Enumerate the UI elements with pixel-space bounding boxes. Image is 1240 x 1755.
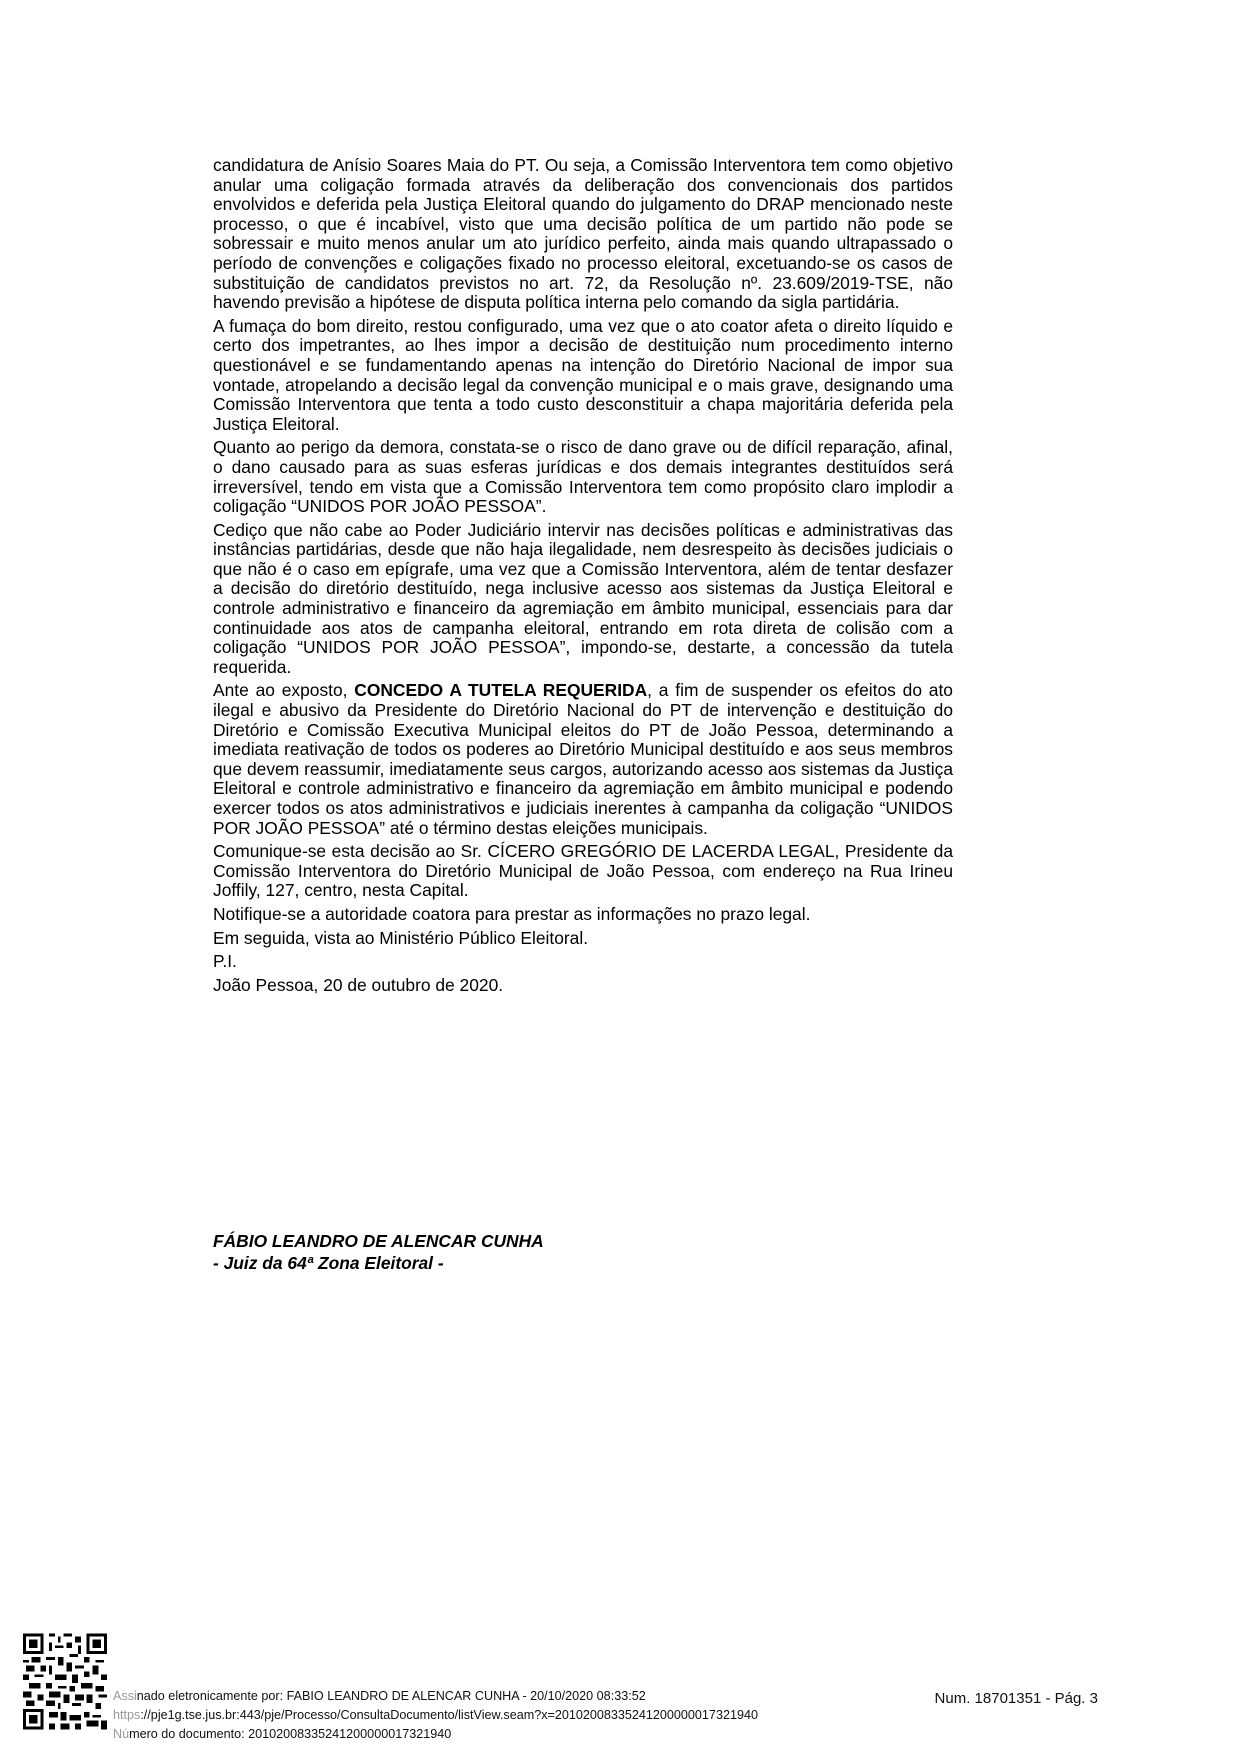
document-number-line: Número do documento: 20102008335241200000017321940 xyxy=(113,1727,452,1741)
signature-footer xyxy=(113,1687,758,1744)
judge-title: - Juiz da 64ª Zona Eleitoral - xyxy=(213,1253,444,1273)
paragraph-coalition: candidatura de Anísio Soares Maia do PT. Ou seja, a Comissão Interventora tem como objetivo anular uma coligação formada através da deliberação dos convencionais dos partidos envolvidos e deferida pela Justiça Eleitoral quando do julgamento do DRAP mencionado neste processo, o que é incabível, visto que uma decisão política de um partido não pode se sobressair e muito menos anular um ato jurídico perfeito, ainda mais quando ultrapassado o período de convenções e coligações fixado no processo eleitoral, excetuando-se os casos de substituição de candidatos previstos no art. 72, da Resolução nº. 23.609/2019-TSE, não havendo previsão a hipótese de disputa política interna pelo comando da sigla partidária. xyxy=(213,155,953,313)
paragraph-decision xyxy=(213,681,953,838)
decision-suffix: , a fim de suspender os efeitos do ato ilegal e abusivo da Presidente do Diretório Nacional do PT de intervenção e destituição do Diretório e Comissão Executiva Municipal eleitos do PT de João Pessoa, determinando a imediata reativação de todos os poderes ao Diretório Municipal destituído e aos seus membros que devem reassumir, imediatamente seus cargos, autorizando acesso aos sistemas da Justiça Eleitoral e controle administrativo e financeiro da agremiação em âmbito municipal e podendo exercer todos os atos administrativos e judiciais inerentes à campanha da coligação “UNIDOS POR JOÃO PESSOA” até o término destas eleições municipais. xyxy=(213,680,953,838)
decision-prefix: Ante ao exposto, xyxy=(213,680,355,701)
paragraph-periculum-in-mora: Quanto ao perigo da demora, constata-se o risco de dano grave ou de difícil reparação, afinal, o dano causado para as suas esferas jurídicas e dos demais integrantes destituídos será irreversível, tendo em vista que a Comissão Interventora tem como propósito claro implodir a coligação “UNIDOS POR JOÃO PESSOA”. xyxy=(213,437,953,517)
paragraph-judiciary: Cediço que não cabe ao Poder Judiciário intervir nas decisões políticas e administrativas das instâncias partidárias, desde que não haja ilegalidade, nem desrespeito às decisões judiciais o que não é o caso em epígrafe, uma vez que a Comissão Interventora, além de tentar desfazer a decisão do diretório destituído, nega inclusive acesso aos sistemas da Justiça Eleitoral e controle administrativo e financeiro da agremiação em âmbito municipal, essenciais para dar continuidade aos atos de campanha eleitoral, entrando em rota direta de colisão com a coligação “UNIDOS POR JOÃO PESSOA”, impondo-se, destarte, a concessão da tutela requerida. xyxy=(213,519,953,677)
decision-bold: CONCEDO A TUTELA REQUERIDA xyxy=(354,680,648,701)
paragraph-notify: Notifique-se a autoridade coatora para prestar as informações no prazo legal. xyxy=(213,903,811,924)
paragraph-pi: P.I. xyxy=(213,951,237,972)
paragraph-communicate: Comunique-se esta decisão ao Sr. CÍCERO GREGÓRIO DE LACERDA LEGAL, Presidente da Comissão Interventora do Diretório Municipal de João Pessoa, com endereço na Rua Irineu Joffily, 127, centro, nesta Capital. xyxy=(213,841,953,901)
page-number: Num. 18701351 - Pág. 3 xyxy=(934,1690,1098,1707)
verification-url[interactable]: https://pje1g.tse.jus.br:443/pje/Processo/ConsultaDocumento/listView.seam?x=20102008335241200000017321940 xyxy=(113,1708,758,1722)
qr-code-icon[interactable] xyxy=(23,1633,107,1730)
document-date: João Pessoa, 20 de outubro de 2020. xyxy=(213,974,504,995)
signed-by-line: Assinado eletronicamente por: FABIO LEANDRO DE ALENCAR CUNHA - 20/10/2020 08:33:52 xyxy=(113,1689,646,1703)
signature-block xyxy=(213,1230,544,1274)
paragraph-fumus-boni-iuris: A fumaça do bom direito, restou configurado, uma vez que o ato coator afeta o direito líquido e certo dos impetrantes, ao lhes impor a decisão de destituição num procedimento interno questionável e se fundamentando apenas na intenção do Diretório Nacional de impor sua vontade, atropelando a decisão legal da convenção municipal e o mais grave, designando uma Comissão Interventora que tenta a todo custo desconstituir a chapa majoritária deferida pela Justiça Eleitoral. xyxy=(213,315,953,434)
paragraph-mp-view: Em seguida, vista ao Ministério Público Eleitoral. xyxy=(213,927,589,948)
document-body xyxy=(213,156,953,999)
judge-name: FÁBIO LEANDRO DE ALENCAR CUNHA xyxy=(213,1231,544,1251)
